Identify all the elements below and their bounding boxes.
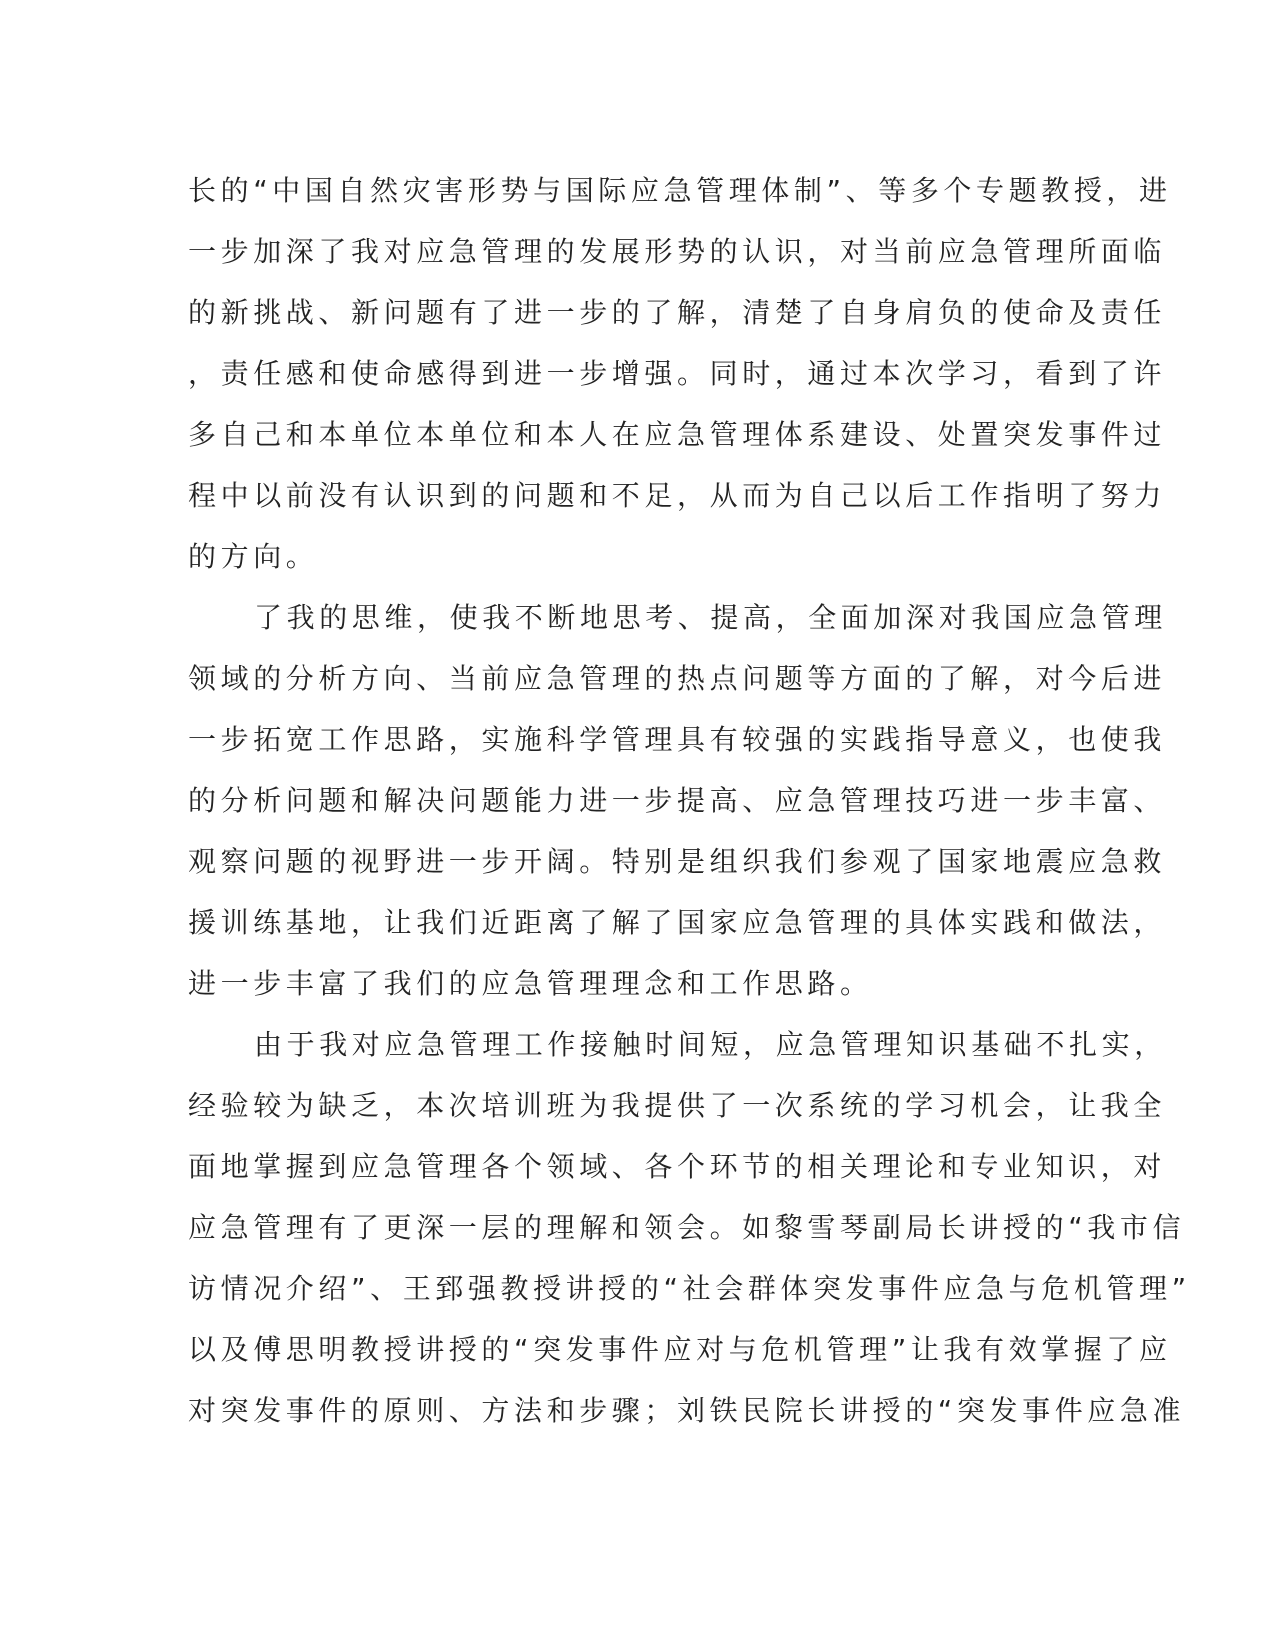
text-line: 援训练基地，让我们近距离了解了国家应急管理的具体实践和做法， bbox=[188, 906, 1167, 939]
text-line: 以及傅思明教授讲授的“突发事件应对与危机管理”让我有效掌握了应 bbox=[188, 1333, 1172, 1366]
text-line: 多自己和本单位本单位和本人在应急管理体系建设、处置突发事件过 bbox=[188, 418, 1167, 451]
text-line: 了我的思维，使我不断地思考、提高，全面加深对我国应急管理 bbox=[254, 601, 1167, 634]
text-line: 观察问题的视野进一步开阔。特别是组织我们参观了国家地震应急救 bbox=[188, 845, 1167, 878]
paragraph bbox=[188, 1014, 1191, 1441]
text-line: ，责任感和使命感得到进一步增强。同时，通过本次学习，看到了许 bbox=[188, 357, 1167, 390]
text-line: 领域的分析方向、当前应急管理的热点问题等方面的了解，对今后进 bbox=[188, 662, 1167, 695]
text-line: 应急管理有了更深一层的理解和领会。如黎雪琴副局长讲授的“我市信 bbox=[188, 1211, 1186, 1244]
text-line: 的分析问题和解决问题能力进一步提高、应急管理技巧进一步丰富、 bbox=[188, 784, 1167, 817]
text-line: 面地掌握到应急管理各个领域、各个环节的相关理论和专业知识，对 bbox=[188, 1150, 1167, 1183]
text-line: 的方向。 bbox=[188, 540, 319, 573]
text-line: 由于我对应急管理工作接触时间短，应急管理知识基础不扎实， bbox=[254, 1028, 1167, 1061]
text-line: 进一步丰富了我们的应急管理理念和工作思路。 bbox=[188, 967, 873, 1000]
text-line: 一步加深了我对应急管理的发展形势的认识，对当前应急管理所面临 bbox=[188, 235, 1167, 268]
text-line: 一步拓宽工作思路，实施科学管理具有较强的实践指导意义，也使我 bbox=[188, 723, 1167, 756]
text-line: 的新挑战、新问题有了进一步的了解，清楚了自身肩负的使命及责任 bbox=[188, 296, 1167, 329]
paragraph bbox=[188, 160, 1172, 587]
text-line: 程中以前没有认识到的问题和不足，从而为自己以后工作指明了努力 bbox=[188, 479, 1167, 512]
text-line: 长的“中国自然灾害形势与国际应急管理体制”、等多个专题教授，进 bbox=[188, 174, 1172, 207]
paragraph bbox=[188, 587, 1167, 1014]
text-line: 经验较为缺乏，本次培训班为我提供了一次系统的学习机会，让我全 bbox=[188, 1089, 1167, 1122]
document-body bbox=[188, 160, 1191, 1441]
text-line: 对突发事件的原则、方法和步骤；刘铁民院长讲授的“突发事件应急准 bbox=[188, 1394, 1186, 1427]
text-line: 访情况介绍”、王郅强教授讲授的“社会群体突发事件应急与危机管理” bbox=[188, 1272, 1191, 1305]
